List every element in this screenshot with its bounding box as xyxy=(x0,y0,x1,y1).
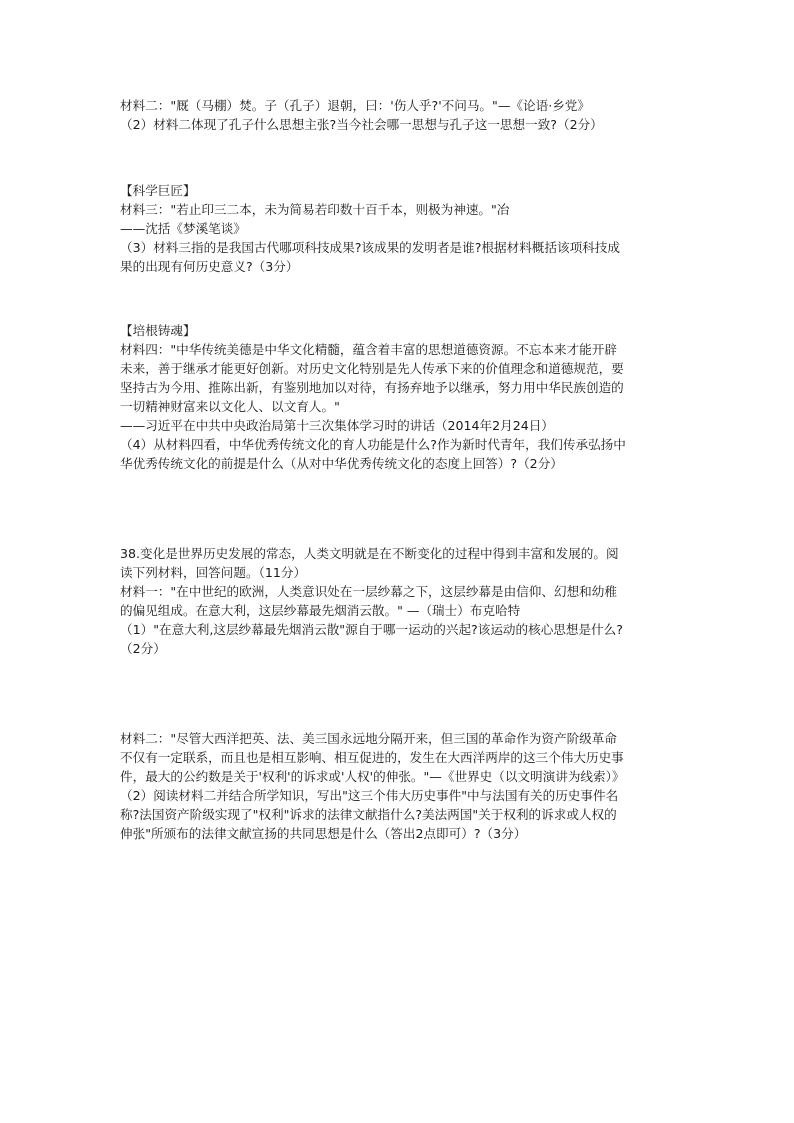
text-line: 不仅有一定联系，而且也是相互影响、相互促进的，发生在大西洋两岸的这三个伟大历史事 xyxy=(120,750,624,765)
material-two-revolutions xyxy=(120,729,680,843)
question-38-2: （2）阅读材料二并结合所学知识，写出"这三个伟大历史事件"中与法国有关的历史事件名 xyxy=(120,788,619,803)
text-line: 华优秀传统文化的前提是什么（从对中华优秀传统文化的态度上回答）?（2分） xyxy=(120,456,563,471)
text-line: 材料一："在中世纪的欧洲，人类意识处在一层纱幕之下，这层纱幕是由信仰、幻想和幼稚 xyxy=(120,584,617,599)
text-line: ——沈括《梦溪笔谈》 xyxy=(120,221,246,236)
question-stem: 38.变化是世界历史发展的常态，人类文明就是在不断变化的过程中得到丰富和发展的。阅 xyxy=(120,546,619,561)
text-line: 果的出现有何历史意义?（3分） xyxy=(120,259,299,274)
text-line: 件，最大的公约数是关于'权利'的诉求或'人权'的伸张。"—《世界史（以文明演讲为线索）》 xyxy=(120,769,625,784)
text-line: 材料二："厩（马棚）焚。子（孔子）退朝，曰：'伤人乎?'不问马。"—《论语·乡党》 xyxy=(120,98,590,113)
text-line: 读下列材料，回答问题。（11分） xyxy=(120,565,307,580)
question-2: （2）材料二体现了孔子什么思想主张?当今社会哪一思想与孔子这一思想一致?（2分） xyxy=(120,117,603,132)
section-heading: 【科学巨匠】 xyxy=(120,183,196,198)
question-38 xyxy=(120,544,680,658)
text-line: 称?法国资产阶级实现了"权利"诉求的法律文献指什么?美法两国"关于权利的诉求或人权的 xyxy=(120,807,617,822)
text-line: 未来，善于继承才能更好创新。对历史文化特别是先人传承下来的价值理念和道德规范，要 xyxy=(120,361,624,376)
text-line: （2分） xyxy=(120,641,166,656)
text-line: 的偏见组成。在意大利，这层纱幕最先烟消云散。" —（瑞士）布克哈特 xyxy=(120,603,521,618)
text-line: 一切精神财富来以文化人、以文育人。" xyxy=(120,399,340,414)
document-page xyxy=(120,96,680,843)
material-two-confucius xyxy=(120,96,680,134)
section-science-masters xyxy=(120,181,680,276)
question-4: （4）从材料四看，中华优秀传统文化的育人功能是什么?作为新时代青年，我们传承弘扬中 xyxy=(120,437,626,452)
section-heading: 【培根铸魂】 xyxy=(120,323,196,338)
section-cultivate-roots xyxy=(120,321,680,473)
text-line: 材料二："尽管大西洋把英、法、美三国永远地分隔开来，但三国的革命作为资产阶级革命 xyxy=(120,731,617,746)
text-line: 材料三："若止印三二本，未为简易若印数十百千本，则极为神速。"冶 xyxy=(120,202,510,217)
question-3: （3）材料三指的是我国古代哪项科技成果?该成果的发明者是谁?根据材料概括该项科技成 xyxy=(120,240,620,255)
text-line: 坚持古为今用、推陈出新，有鉴别地加以对待，有扬弃地予以继承，努力用中华民族创造的 xyxy=(120,380,624,395)
question-38-1: （1）"在意大利,这层纱幕最先烟消云散"源自于哪一运动的兴起?该运动的核心思想是什么? xyxy=(120,622,623,637)
text-line: 伸张"所颁布的法律文献宣扬的共同思想是什么（答出2点即可）?（3分） xyxy=(120,826,527,841)
text-line: 材料四："中华传统美德是中华文化精髓，蕴含着丰富的思想道德资源。不忘本来才能开辟 xyxy=(120,342,617,357)
text-line: ——习近平在中共中央政治局第十三次集体学习时的讲话（2014年2月24日） xyxy=(120,418,554,433)
